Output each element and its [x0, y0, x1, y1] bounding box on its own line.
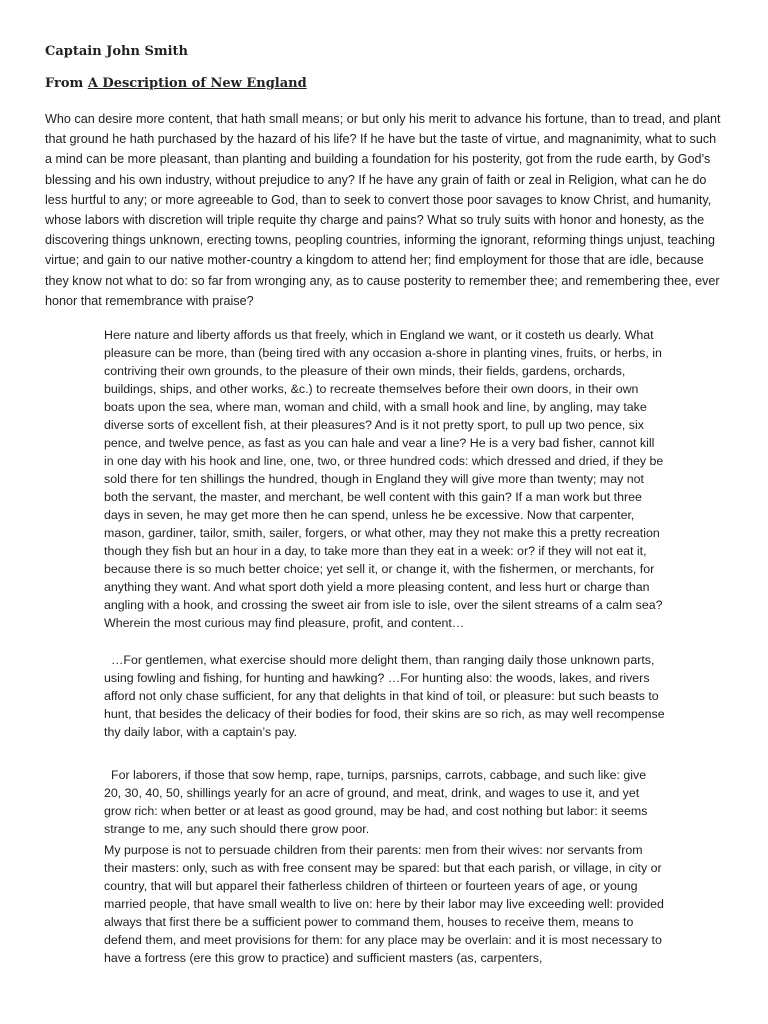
- source-heading: [45, 76, 307, 91]
- intro-paragraph: Who can desire more content, that hath small means; or but only his merit to advance his fortune, than to tread, and plant that ground he hath purchased by the hazard of his life? If he have but the taste of virtue, and magnanimity, what to such a mind can be more pleasant, than planting and building a foundation for his posterity, got from the rude earth, by God’s blessing and his own industry, without prejudice to any? If he have any grain of faith or zeal in Religion, what can he do less hurtful to any; or more agreeable to God, than to seek to convert those poor savages to know Christ, and humanity, whose labors with discretion will triple requite thy charge and pains? What so truly suits with honor and honesty, as the discovering things unknown, erecting towns, peopling countries, informing the ignorant, reforming things unjust, teaching virtue; and gain to our native mother-country a kingdom to attend her; find employment for those that are idle, because they know not what to do: so far from wronging any, as to cause posterity to remember thee; and remembering thee, ever honor that remembrance with praise?: [45, 112, 721, 308]
- work-title: A Description of New England: [87, 76, 307, 91]
- source-prefix: From: [45, 76, 84, 91]
- author-heading: Captain John Smith: [45, 44, 188, 59]
- quote-paragraph: My purpose is not to persuade children from their parents: men from their wives: nor servants from their masters: only, such as with free consent may be spared: but that each parish, or village, in city or country, that will but apparel their fatherless children of thirteen or fourteen years of age, or young married people, that have small wealth to live on: here by their labor may live exceeding well: provided always that first there be a sufficient power to command them, houses to receive them, means to defend them, and meet provisions for them: for any place may be overlain: and it is most necessary to have a fortress (ere this grow to practice) and sufficient masters (as, carpenters,: [104, 843, 664, 965]
- quote-paragraph: Here nature and liberty affords us that freely, which in England we want, or it costeth us dearly. What pleasure can be more, than (being tired with any occasion a-shore in planting vines, fruits, or herbs, in contriving their own grounds, to the pleasure of their own minds, their fields, gardens, orchards, buildings, ships, and other works, &c.) to recreate themselves before their own doors, in their own boats upon the sea, where man, woman and child, with a small hook and line, by angling, may take diverse sorts of excellent fish, at their pleasures? And is it not pretty sport, to pull up two pence, six pence, and twelve pence, as fast as you can hale and vear a line? He is a very bad fisher, cannot kill in one day with his hook and line, one, two, or three hundred cods: which dressed and dried, if they be sold there for ten shillings the hundred, though in England they will give more than twenty; may not both the servant, the master, and merchant, be well content with this gain? If a man work but three days in seven, he may get more then he can spend, unless he be excessive. Now that carpenter, mason, gardiner, tailor, smith, sailer, forgers, or what other, may they not make this a pretty recreation though they fish but an hour in a day, to take more than they eat in a week: or? if they will not eat it, because there is so much better choice; yet sell it, or change it, with the fishermen, or merchants, for anything they want. And what sport doth yield a more pleasing content, and less hurt or charge than angling with a hook, and crossing the sweet air from isle to isle, over the silent streams of a calm sea? Wherein the most curious may find pleasure, profit, and content…: [104, 328, 664, 630]
- quote-paragraph: For laborers, if those that sow hemp, rape, turnips, parsnips, carrots, cabbage, and such like: give 20, 30, 40, 50, shillings yearly for an acre of ground, and meat, drink, and wages to use it, and yet grow rich: when better or at least as good ground, may be had, and cost nothing but labor: it seems strange to me, any such should there grow poor.: [104, 768, 648, 836]
- quote-paragraph: …For gentlemen, what exercise should more delight them, than ranging daily those unknown parts, using fowling and fishing, for hunting and hawking? …For hunting also: the woods, lakes, and rivers afford not only chase sufficient, for any that delights in that kind of toil, or pleasure: but such beasts to hunt, that besides the delicacy of their bodies for food, their skins are so rich, as may well recompense thy daily labor, with a captain’s pay.: [104, 653, 665, 739]
